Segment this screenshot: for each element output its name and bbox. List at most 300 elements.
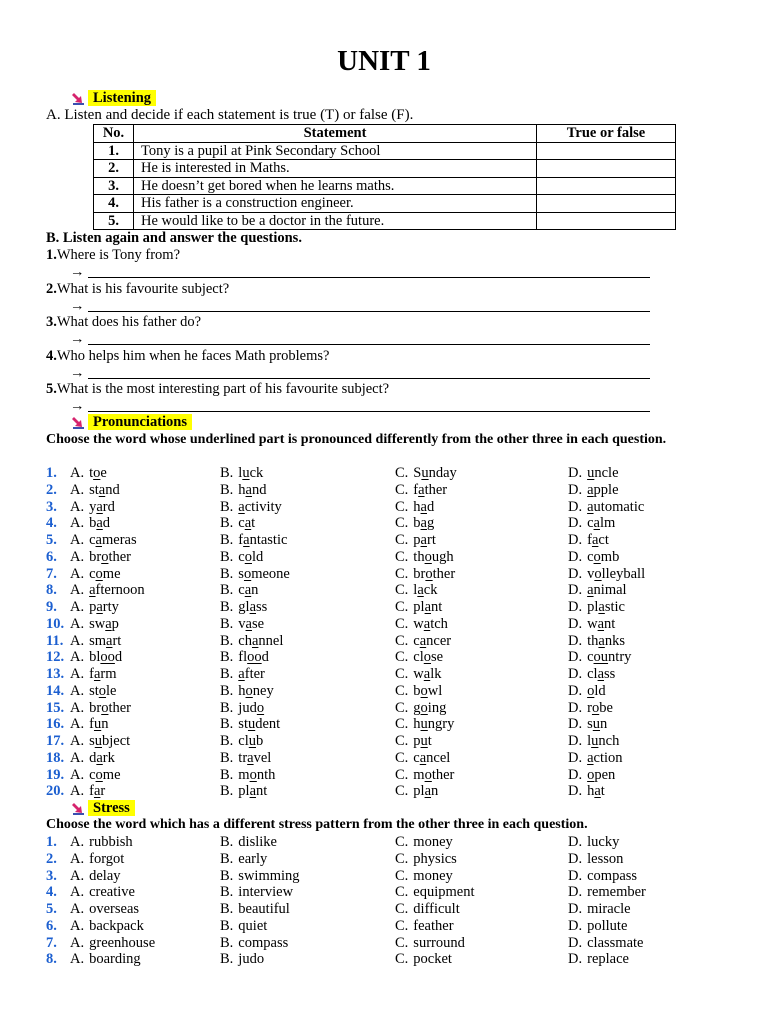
option-d — [568, 666, 615, 682]
option-b — [220, 465, 263, 481]
word-part: t — [251, 515, 256, 532]
arrow-icon: → — [70, 398, 85, 414]
option-word — [413, 515, 434, 531]
option-letter: B. — [220, 934, 234, 951]
option-letter: B. — [220, 498, 234, 515]
option-word — [413, 783, 438, 799]
option-d — [568, 783, 605, 799]
option-letter: D. — [568, 548, 583, 565]
table-header-row — [94, 125, 676, 143]
pronunciation-question-row — [0, 733, 768, 750]
option-word — [587, 649, 631, 665]
option-a — [70, 515, 110, 531]
answer-line — [88, 365, 650, 379]
option-word — [238, 482, 266, 498]
word-part: f — [238, 532, 244, 548]
arrow-icon: → — [70, 264, 85, 280]
word-part: se — [251, 615, 265, 632]
word-part: c — [89, 565, 96, 582]
underlined-part: o — [423, 649, 432, 666]
question-number: 16. — [46, 716, 65, 733]
word-part: cl — [587, 666, 598, 682]
word-part: ld — [251, 548, 264, 565]
option-word — [587, 716, 607, 732]
word-part: h — [413, 716, 421, 733]
option-b — [220, 951, 264, 967]
underlined-part: o — [424, 548, 432, 565]
option-letter: D. — [568, 682, 583, 699]
word-part: d — [261, 649, 269, 666]
question-text: What does his father do? — [56, 314, 202, 330]
word-part: nd — [251, 481, 267, 498]
statement-number: 3. — [94, 177, 134, 195]
word-part: h — [413, 498, 421, 515]
option-letter: A. — [70, 699, 85, 716]
pronunciation-question-row — [0, 666, 768, 683]
question-number: 1. — [46, 834, 57, 850]
stress-instruction: Choose the word which has a different stress pattern from the other three in each question. — [46, 817, 588, 832]
word-part: gl — [238, 599, 250, 615]
option-word — [238, 767, 275, 783]
option-a — [70, 951, 141, 967]
option-c — [395, 499, 434, 515]
header-no: No. — [94, 125, 134, 143]
word-part: h — [238, 481, 246, 498]
option-letter: D. — [568, 565, 583, 582]
word-part: f — [587, 532, 592, 548]
word-part: c — [89, 532, 96, 548]
pronunciation-question-row — [0, 465, 768, 482]
option-word — [587, 616, 615, 632]
stress-question-row — [0, 884, 768, 901]
word-part: r — [587, 699, 592, 716]
word-part: e — [100, 465, 107, 481]
option-word: surround — [413, 934, 465, 951]
option-letter: C. — [395, 565, 409, 582]
option-b — [220, 901, 290, 917]
word-part: pl — [413, 783, 425, 800]
underlined-part: u — [247, 716, 256, 733]
question-number: 3. — [46, 314, 57, 330]
underlined-part: a — [424, 599, 432, 615]
listening-section-header — [72, 90, 156, 106]
option-word — [587, 482, 618, 498]
word-part: t — [89, 465, 94, 481]
option-d — [568, 465, 619, 481]
word-part: meone — [251, 565, 290, 582]
underlined-part: a — [594, 783, 601, 800]
option-letter: A. — [70, 481, 85, 498]
question-text-line — [46, 281, 229, 297]
option-letter: D. — [568, 632, 583, 649]
word-part: ck — [249, 465, 264, 481]
option-word — [89, 515, 110, 531]
option-word — [413, 616, 448, 632]
option-word — [413, 733, 432, 749]
word-part: c — [413, 632, 420, 649]
underlined-part: a — [244, 515, 252, 532]
answer-line — [88, 264, 650, 278]
option-word — [587, 666, 615, 682]
option-c — [395, 515, 434, 531]
question-text: What is his favourite subject? — [56, 280, 230, 297]
statement-text: His father is a construction engineer. — [134, 195, 537, 213]
underlined-part: u — [591, 733, 599, 749]
underlined-part: o — [245, 682, 253, 699]
option-letter: C. — [395, 867, 409, 884]
option-letter: B. — [220, 481, 234, 498]
option-letter: A. — [70, 867, 85, 884]
word-part: ntry — [608, 649, 632, 666]
underlined-part: a — [419, 749, 427, 766]
word-part: nimal — [593, 582, 627, 599]
statement-table — [93, 124, 676, 230]
statement-text: He would like to be a doctor in the future. — [134, 212, 537, 230]
option-word — [413, 599, 442, 615]
word-part: t — [600, 783, 605, 800]
word-part: ther — [424, 481, 448, 498]
option-word — [413, 767, 454, 783]
option-word — [413, 683, 442, 699]
word-part: nch — [598, 733, 620, 749]
bullet-arrow-icon — [72, 802, 85, 815]
word-part: f — [89, 666, 94, 682]
underlined-part: a — [597, 615, 605, 632]
option-letter: D. — [568, 834, 583, 850]
true-false-answer-cell — [537, 212, 676, 230]
option-letter: D. — [568, 749, 583, 766]
word-part: f — [89, 783, 94, 800]
word-part: st — [89, 481, 99, 498]
word-part: h — [238, 682, 246, 699]
word-part: stic — [604, 599, 625, 615]
underlined-part: a — [98, 481, 106, 498]
option-word: backpack — [89, 917, 144, 934]
option-d — [568, 633, 625, 649]
option-c — [395, 868, 453, 884]
pronunciation-question-row — [0, 683, 768, 700]
option-word — [238, 532, 287, 548]
option-c — [395, 599, 442, 615]
word-part: g — [413, 699, 421, 716]
word-part: sm — [89, 632, 107, 649]
word-part: utomatic — [593, 498, 645, 515]
option-letter: A. — [70, 682, 85, 699]
option-letter: B. — [220, 666, 234, 682]
underlined-part: a — [243, 532, 250, 548]
answer-row — [0, 331, 768, 347]
statement-text: He is interested in Maths. — [134, 160, 537, 178]
option-word — [587, 733, 619, 749]
option-word — [238, 582, 258, 598]
option-word — [413, 666, 441, 682]
option-letter: D. — [568, 498, 583, 515]
option-b — [220, 935, 288, 951]
question-number: 5. — [46, 901, 57, 917]
word-part: ther — [431, 766, 455, 783]
option-b — [220, 918, 267, 934]
underlined-part: o — [101, 699, 109, 716]
option-word — [238, 465, 263, 481]
word-part: f — [413, 481, 419, 498]
option-word — [587, 683, 606, 699]
underlined-part: u — [421, 465, 429, 481]
word-part: le — [106, 682, 117, 699]
question-number: 17. — [46, 733, 65, 749]
question-number: 18. — [46, 749, 65, 766]
answer-row — [0, 264, 768, 280]
word-part: b — [89, 515, 97, 532]
option-letter: A. — [70, 884, 85, 901]
underlined-part: a — [93, 666, 101, 682]
underlined-part: a — [420, 515, 427, 532]
question-number: 5. — [46, 381, 57, 397]
question-number: 3. — [46, 867, 57, 884]
option-c — [395, 566, 455, 582]
true-false-answer-cell — [537, 195, 676, 213]
word-part: g — [426, 515, 435, 532]
pronunciations-heading: Pronunciations — [88, 414, 192, 430]
option-letter: A. — [70, 934, 85, 951]
word-part: ct — [598, 532, 609, 548]
underlined-part: a — [238, 666, 245, 682]
option-a — [70, 599, 119, 615]
option-word: rubbish — [89, 834, 133, 850]
option-word: lesson — [587, 850, 624, 867]
option-word — [587, 465, 618, 481]
word-part: lleyball — [601, 565, 646, 582]
word-part: w — [413, 615, 424, 632]
underlined-part: a — [591, 532, 599, 548]
word-part: mb — [600, 548, 620, 565]
word-part: bject — [102, 733, 131, 749]
word-part: c — [238, 515, 245, 532]
word-part: th — [587, 632, 599, 649]
option-c — [395, 951, 452, 967]
pronunciation-question-row — [0, 566, 768, 583]
true-false-answer-cell — [537, 142, 676, 160]
statement-row — [94, 212, 676, 230]
word-part: m — [413, 766, 425, 783]
word-part: r — [100, 783, 106, 800]
question-number: 6. — [46, 548, 57, 565]
option-b — [220, 616, 264, 632]
word-part: l — [413, 582, 418, 599]
option-d — [568, 834, 619, 850]
question-number: 11. — [46, 632, 64, 649]
question-text-line — [46, 348, 329, 364]
underlined-part: a — [96, 498, 103, 515]
option-word: dislike — [238, 834, 277, 850]
word-part: n — [101, 716, 109, 733]
option-a — [70, 465, 107, 481]
option-d — [568, 499, 644, 515]
word-part: ther — [108, 548, 131, 565]
underlined-part: u — [94, 733, 103, 749]
underlined-part: a — [245, 481, 252, 498]
question-number: 19. — [46, 766, 65, 783]
option-c — [395, 884, 475, 900]
option-letter: C. — [395, 783, 409, 800]
option-word — [238, 599, 267, 615]
option-letter: A. — [70, 749, 85, 766]
option-letter: D. — [568, 733, 583, 749]
option-word: feather — [413, 917, 454, 934]
statement-row — [94, 195, 676, 213]
statement-row — [94, 177, 676, 195]
option-word — [89, 700, 131, 716]
statement-number: 1. — [94, 142, 134, 160]
word-part: br — [89, 548, 102, 565]
option-letter: A. — [70, 951, 85, 968]
option-letter: B. — [220, 850, 234, 867]
word-part: c — [587, 649, 594, 666]
question-text: What is the most interesting part of his favourite subject? — [56, 381, 390, 397]
option-b — [220, 733, 263, 749]
pronunciation-question-row — [0, 633, 768, 650]
word-part: jud — [238, 699, 257, 716]
arrow-icon: → — [70, 331, 85, 347]
option-word: judo — [238, 951, 265, 968]
option-word: miracle — [587, 901, 631, 917]
question-number: 1. — [46, 465, 57, 481]
question-number: 7. — [46, 934, 57, 951]
option-d — [568, 599, 625, 615]
underlined-part: a — [587, 481, 594, 498]
option-letter: C. — [395, 649, 409, 666]
option-letter: B. — [220, 901, 234, 917]
option-a — [70, 582, 145, 598]
pronunciation-question-row — [0, 582, 768, 599]
option-d — [568, 767, 615, 783]
option-letter: A. — [70, 565, 85, 582]
question-text-line — [46, 314, 201, 330]
word-part: rk — [102, 749, 115, 766]
option-c — [395, 633, 451, 649]
option-letter: A. — [70, 901, 85, 917]
option-a — [70, 783, 105, 799]
underlined-part: o — [425, 565, 433, 582]
underlined-part: a — [244, 582, 252, 599]
option-b — [220, 783, 267, 799]
word-part: ncle — [594, 465, 619, 481]
underlined-part: a — [423, 666, 431, 682]
option-a — [70, 750, 115, 766]
pronunciation-question-row — [0, 549, 768, 566]
option-d — [568, 549, 619, 565]
option-letter: A. — [70, 548, 85, 565]
pronunciation-question-row — [0, 716, 768, 733]
arrow-icon: → — [70, 297, 85, 314]
underlined-part: o — [594, 565, 602, 582]
option-letter: B. — [220, 834, 234, 850]
statement-row — [94, 160, 676, 178]
option-word — [238, 549, 263, 565]
underlined-part: a — [249, 599, 257, 615]
option-word: greenhouse — [89, 934, 156, 951]
underlined-part: oo — [247, 649, 262, 666]
word-part: fternoon — [95, 582, 145, 599]
option-word: difficult — [413, 901, 460, 917]
word-part: nks — [604, 632, 625, 649]
option-letter: C. — [395, 749, 409, 766]
word-part: pen — [594, 766, 616, 783]
option-word: quiet — [238, 917, 268, 934]
word-part: pl — [413, 599, 425, 615]
word-part: ss — [604, 666, 616, 682]
underlined-part: u — [592, 716, 601, 733]
underlined-part: a — [106, 632, 113, 649]
option-word — [587, 582, 626, 598]
underlined-part: a — [424, 783, 432, 800]
answer-line — [88, 298, 650, 312]
option-word — [413, 465, 457, 481]
option-d — [568, 750, 623, 766]
word-part: nt — [604, 615, 616, 632]
option-word: beautiful — [238, 901, 290, 917]
question-number: 5. — [46, 532, 57, 548]
option-letter: A. — [70, 615, 85, 632]
word-part: vel — [253, 749, 272, 766]
option-d — [568, 683, 606, 699]
question-number: 1. — [46, 247, 57, 263]
option-word — [89, 666, 116, 682]
option-b — [220, 834, 277, 850]
option-word: compass — [238, 934, 289, 951]
option-letter: C. — [395, 699, 409, 716]
underlined-part: a — [238, 498, 245, 515]
option-b — [220, 599, 267, 615]
option-a — [70, 834, 133, 850]
option-c — [395, 649, 443, 665]
word-part: S — [413, 465, 422, 481]
underlined-part: a — [593, 515, 600, 532]
word-part: s — [587, 716, 593, 733]
option-a — [70, 616, 119, 632]
underlined-part: a — [105, 615, 112, 632]
option-letter: D. — [568, 783, 583, 800]
option-letter: B. — [220, 465, 234, 481]
word-part: l — [238, 465, 243, 481]
word-part: l — [587, 733, 592, 749]
option-letter: C. — [395, 834, 409, 850]
word-part: n — [431, 783, 439, 800]
option-letter: A. — [70, 515, 85, 532]
pronunciation-question-row — [0, 783, 768, 800]
option-a — [70, 549, 131, 565]
option-d — [568, 482, 619, 498]
option-word — [89, 767, 120, 783]
option-letter: A. — [70, 766, 85, 783]
option-d — [568, 649, 631, 665]
option-c — [395, 851, 457, 867]
option-c — [395, 582, 437, 598]
option-letter: D. — [568, 850, 583, 867]
answer-row — [0, 365, 768, 381]
option-word — [587, 549, 619, 565]
option-word — [238, 499, 282, 515]
option-word: delay — [89, 867, 121, 884]
option-word — [413, 499, 434, 515]
option-word: pollute — [587, 917, 628, 934]
underlined-part: a — [96, 599, 103, 615]
word-part: c — [89, 766, 96, 783]
option-letter: C. — [395, 951, 409, 968]
option-word — [89, 566, 120, 582]
word-part: rm — [100, 666, 117, 682]
pronunciation-question-row — [0, 767, 768, 784]
word-part: cl — [238, 733, 249, 749]
